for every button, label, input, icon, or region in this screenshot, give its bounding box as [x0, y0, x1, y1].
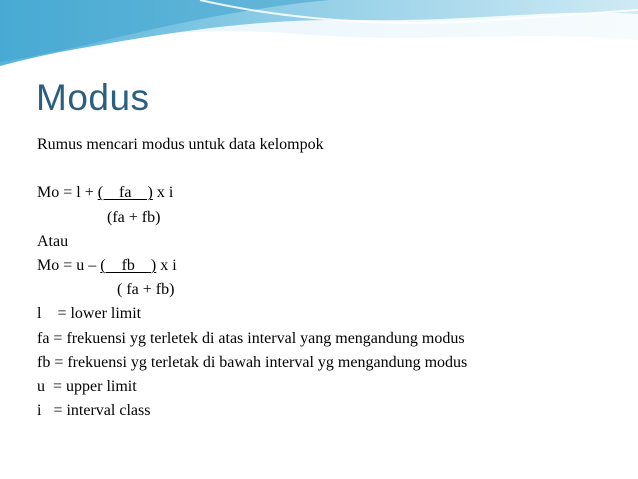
- definition-upper-limit: u = upper limit: [37, 377, 137, 395]
- formula-2-suffix: x i: [156, 256, 177, 274]
- intro-text: Rumus mencari modus untuk data kelompok: [37, 136, 324, 153]
- slide-content: [37, 133, 632, 423]
- formula-1: [37, 181, 632, 205]
- formula-2: [37, 254, 632, 278]
- formula-1-numerator: ( fa ): [97, 184, 153, 202]
- formula-1-prefix: Mo = l +: [37, 184, 98, 202]
- definition-lower-limit: l = lower limit: [37, 305, 142, 323]
- definition-interval-class: i = interval class: [37, 402, 151, 420]
- formula-2-numerator: ( fb ): [100, 256, 157, 274]
- atau-text: Atau: [37, 232, 69, 250]
- definition-fa: fa = frekuensi yg terletek di atas interval yang mengandung modus: [37, 329, 465, 347]
- blank-line: [37, 157, 632, 181]
- definition-fb: fb = frekuensi yg terletak di bawah interval yg mengandung modus: [37, 353, 468, 371]
- formula-2-denominator: ( fa + fb): [117, 281, 175, 299]
- formula-2-prefix: Mo = u –: [37, 256, 101, 274]
- slide-title: Modus: [36, 77, 150, 118]
- formula-1-suffix: x i: [152, 184, 174, 202]
- header-wave-decoration: [0, 0, 638, 80]
- formula-1-denominator: (fa + fb): [107, 208, 161, 226]
